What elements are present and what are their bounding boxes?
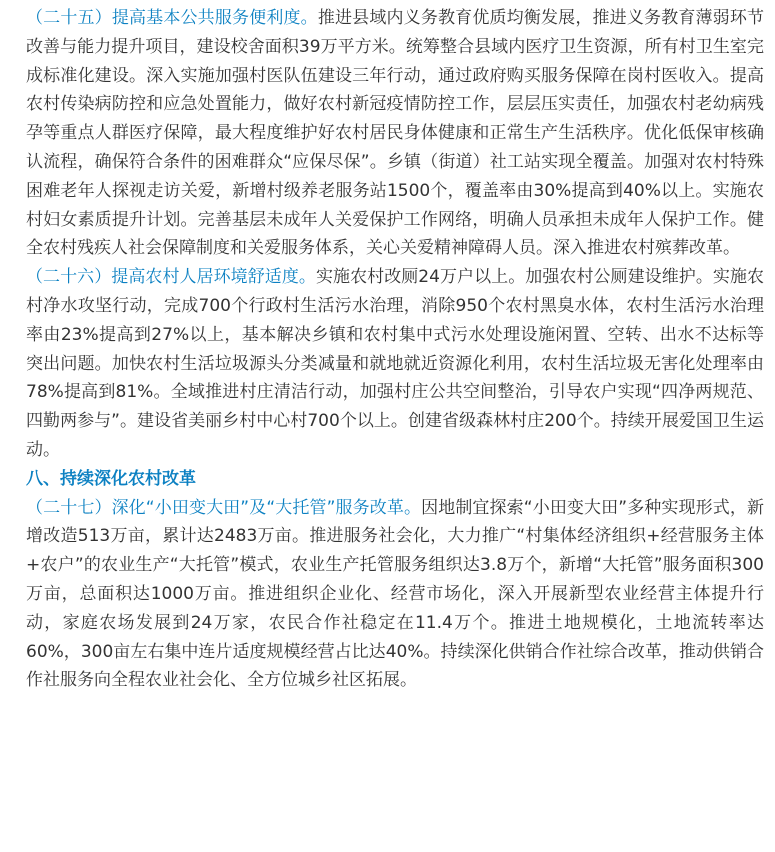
section-25-body: 推进县域内义务教育优质均衡发展，推进义务教育薄弱环节改善与能力提升项目，建设校舍面积39万平方米。统筹整合县域内医疗卫生资源，所有村卫生室完成标准化建设。深入实施加强村医队伍建设三年行动，通过政府购买服务保障在岗村医收入。提高农村传染病防控和应急处置能力，做好农村新冠疫情防控工作，层层压实责任，加强农村老幼病残孕等重点人群医疗保障，最大程度维护好农村居民身体健康和正常生产生活秩序。优化低保审核确认流程，确保符合条件的困难群众“应保尽保”。乡镇（街道）社工站实现全覆盖。加强对农村特殊困难老年人探视走访关爱，新增村级养老服务站1500个，覆盖率由30%提高到40%以上。实施农村妇女素质提升计划。完善基层未成年人关爱保护工作网络，明确人员承担未成年人保护工作。健全农村残疾人社会保障制度和关爱服务体系，关心关爱精神障碍人员。深入推进农村殡葬改革。 — [26, 8, 765, 259]
section-25-lead: （二十五）提高基本公共服务便利度。 — [26, 8, 318, 28]
section-27-lead: （二十七）深化“小田变大田”及“大托管”服务改革。 — [26, 497, 422, 518]
paragraph-25 — [26, 4, 764, 263]
section-26-body: 实施农村改厕24万户以上。加强农村公厕建设维护。实施农村净水攻坚行动，完成700个行政村生活污水治理，消除950个农村黑臭水体，农村生活污水治理率由23%提高到27%以上，基本解决乡镇和农村集中式污水处理设施闲置、空转、出水不达标等突出问题。加快农村生活垃圾源头分类减量和就地就近资源化利用，农村生活垃圾无害化处理率由78%提高到81%。全域推进村庄清洁行动，加强村庄公共空间整治，引导农户实现“四净两规范、四勤两参与”。建设省美丽乡村中心村700个以上。创建省级森林村庄200个。持续开展爱国卫生运动。 — [26, 267, 765, 460]
section-26-lead: （二十六）提高农村人居环境舒适度。 — [26, 267, 316, 288]
section-27-body: 因地制宜探索“小田变大田”多种实现形式，新增改造513万亩，累计达2483万亩。推进服务社会化，大力推广“村集体经济组织+经营服务主体+农户”的农业生产“大托管”模式，农业生产托管服务组织达3.8万个，新增“大托管”服务面积300万亩，总面积达1000万亩。推进组织企业化、经营市场化，深入开展新型农业经营主体提升行动，家庭农场发展到24万家，农民合作社稳定在11.4万个。推进土地规模化，土地流转率达60%，300亩左右集中连片适度规模经营占比达40%。持续深化供销合作社综合改革，推动供销合作社服务向全程农业社会化、全方位城乡社区拓展。 — [26, 497, 764, 691]
paragraph-27 — [26, 494, 764, 696]
paragraph-26 — [26, 263, 764, 465]
chapter-heading: 八、持续深化农村改革 — [26, 468, 196, 489]
document-page — [26, 4, 764, 695]
